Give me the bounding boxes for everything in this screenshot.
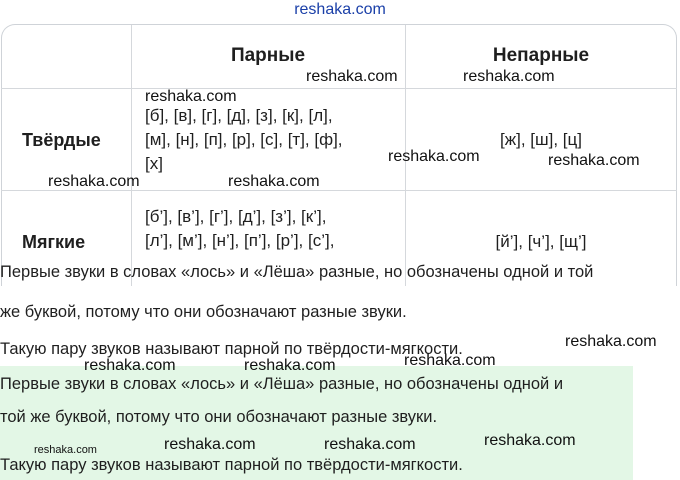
watermark: reshaka.com bbox=[404, 352, 496, 369]
table-divider bbox=[1, 88, 677, 89]
soft-paired-line: [л’], [м’], [н’], [п’], [р’], [с’], bbox=[145, 231, 335, 250]
watermark: reshaka.com bbox=[228, 173, 320, 190]
watermark: reshaka.com bbox=[548, 152, 640, 169]
paragraph-line: Первые звуки в словах «лось» и «Лёша» разные, но обозначены одной и той bbox=[0, 263, 594, 281]
watermark: reshaka.com bbox=[48, 173, 140, 190]
header-paired: Парные bbox=[230, 45, 306, 66]
watermark: reshaka.com bbox=[388, 148, 480, 165]
paragraph-line: Такую пару звуков называют парной по твёрдости-мягкости. bbox=[0, 456, 463, 474]
header-unpaired: Непарные bbox=[492, 45, 590, 66]
hard-paired-line: [б], [в], [г], [д], [з], [к], [л], bbox=[145, 106, 333, 125]
row-label-soft: Мягкие bbox=[22, 232, 86, 252]
hard-paired-line: [х] bbox=[145, 154, 163, 173]
watermark: reshaka.com bbox=[463, 68, 555, 85]
hard-paired-sounds bbox=[145, 104, 343, 176]
watermark: reshaka.com bbox=[244, 357, 336, 374]
soft-paired-sounds bbox=[145, 205, 334, 253]
site-watermark-top: reshaka.com bbox=[294, 1, 386, 18]
hard-unpaired-sounds: [ж], [ш], [ц] bbox=[500, 130, 582, 149]
paragraph-line: Первые звуки в словах «лось» и «Лёша» разные, но обозначены одной и bbox=[0, 375, 564, 393]
watermark: reshaka.com bbox=[565, 333, 657, 350]
row-label-hard: Твёрдые bbox=[22, 130, 101, 150]
soft-paired-line: [б’], [в’], [г’], [д’], [з’], [к’], bbox=[145, 207, 327, 226]
paragraph-line: той же буквой, потому что они обозначают разные звуки. bbox=[0, 408, 438, 426]
paragraph-line: же буквой, потому что они обозначают разные звуки. bbox=[0, 303, 407, 321]
watermark: reshaka.com bbox=[145, 88, 237, 105]
watermark: reshaka.com bbox=[484, 432, 576, 449]
watermark: reshaka.com bbox=[324, 436, 416, 453]
watermark: reshaka.com bbox=[164, 436, 256, 453]
watermark: reshaka.com bbox=[84, 357, 176, 374]
watermark: reshaka.com bbox=[306, 68, 398, 85]
soft-unpaired-sounds: [й’], [ч’], [щ’] bbox=[495, 232, 587, 251]
watermark-small: reshaka.com bbox=[34, 444, 97, 456]
hard-paired-line: [м], [н], [п], [р], [с], [т], [ф], bbox=[145, 130, 343, 149]
paragraph-line: Такую пару звуков называют парной по твёрдости-мягкости. bbox=[0, 340, 463, 358]
